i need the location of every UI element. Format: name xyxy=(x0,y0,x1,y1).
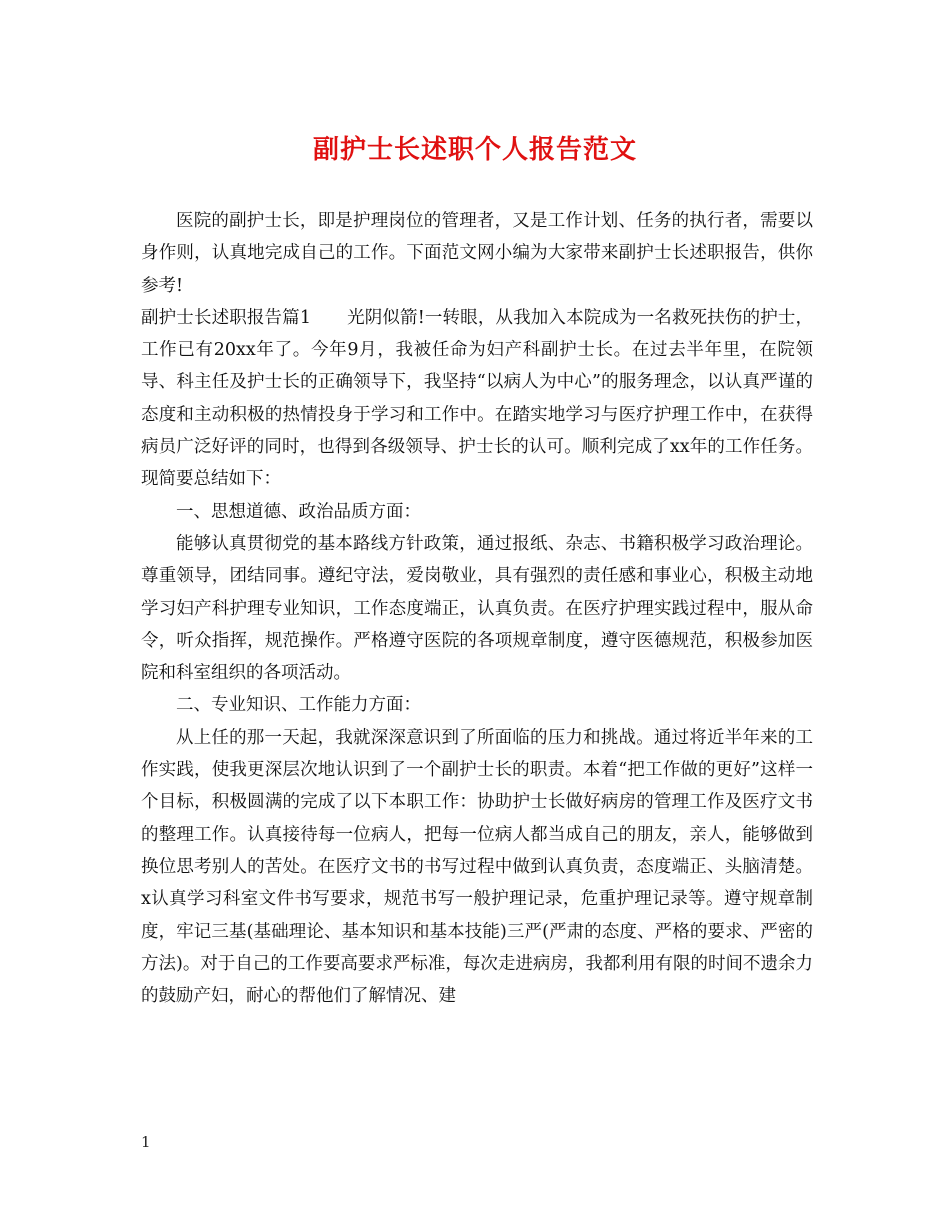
paragraph-political: 能够认真贯彻党的基本路线方针政策，通过报纸、杂志、书籍积极学习政治理论。尊重领导，团结同事。遵纪守法，爱岗敬业，具有强烈的责任感和事业心，积极主动地学习妇产科护理专业知识，工作态度端正，认真负责。在医疗护理实践过程中，服从命令，听众指挥，规范操作。严格遵守医院的各项规章制度，遵守医德规范，积极参加医院和科室组织的各项活动。 xyxy=(141,533,813,684)
section-label: 副护士长述职报告篇1 xyxy=(141,307,311,328)
page-number: 1 xyxy=(141,1133,151,1151)
heading-political: 一、思想道德、政治品质方面： xyxy=(176,501,421,522)
intro-paragraph: 医院的副护士长，即是护理岗位的管理者，又是工作计划、任务的执行者，需要以身作则，认真地完成自己的工作。下面范文网小编为大家带来副护士长述职报告，供你参考! xyxy=(141,211,813,296)
document-title: 副护士长述职个人报告范文 xyxy=(312,135,637,165)
paragraph-professional: 从上任的那一天起，我就深深意识到了所面临的压力和挑战。通过将近半年来的工作实践，使我更深层次地认识到了一个副护士长的职责。本着“把工作做的更好”这样一个目标，积极圆满的完成了以下本职工作：协助护士长做好病房的管理工作及医疗文书的整理工作。认真接待每一位病人，把每一位病人都当成自己的朋友，亲人，能够做到换位思考别人的苦处。在医疗文书的书写过程中做到认真负责，态度端正、头脑清楚。x认真学习科室文件书写要求，规范书写一般护理记录，危重护理记录等。遵守规章制度，牢记三基(基础理论、基本知识和基本技能)三严(严肃的态度、严格的要求、严密的方法)。对于自己的工作要高要求严标准，每次走进病房，我都利用有限的时间不遗余力的鼓励产妇，耐心的帮他们了解情况、建 xyxy=(141,727,813,1007)
section-text: 光阴似箭!一转眼，从我加入本院成为一名救死扶伤的护士，工作已有20xx年了。今年9月，我被任命为妇产科副护士长。在过去半年里，在院领导、科主任及护士长的正确领导下，我坚持“以病人为中心”的服务理念，以认真严谨的态度和主动积极的热情投身于学习和工作中。在踏实地学习与医疗护理工作中，在获得病员广泛好评的同时，也得到各级领导、护士长的认可。顺利完成了xx年的工作任务。现简要总结如下： xyxy=(141,307,813,490)
document-body xyxy=(141,205,813,1012)
heading-professional: 二、专业知识、工作能力方面： xyxy=(176,695,421,716)
section-paragraph xyxy=(141,302,813,496)
